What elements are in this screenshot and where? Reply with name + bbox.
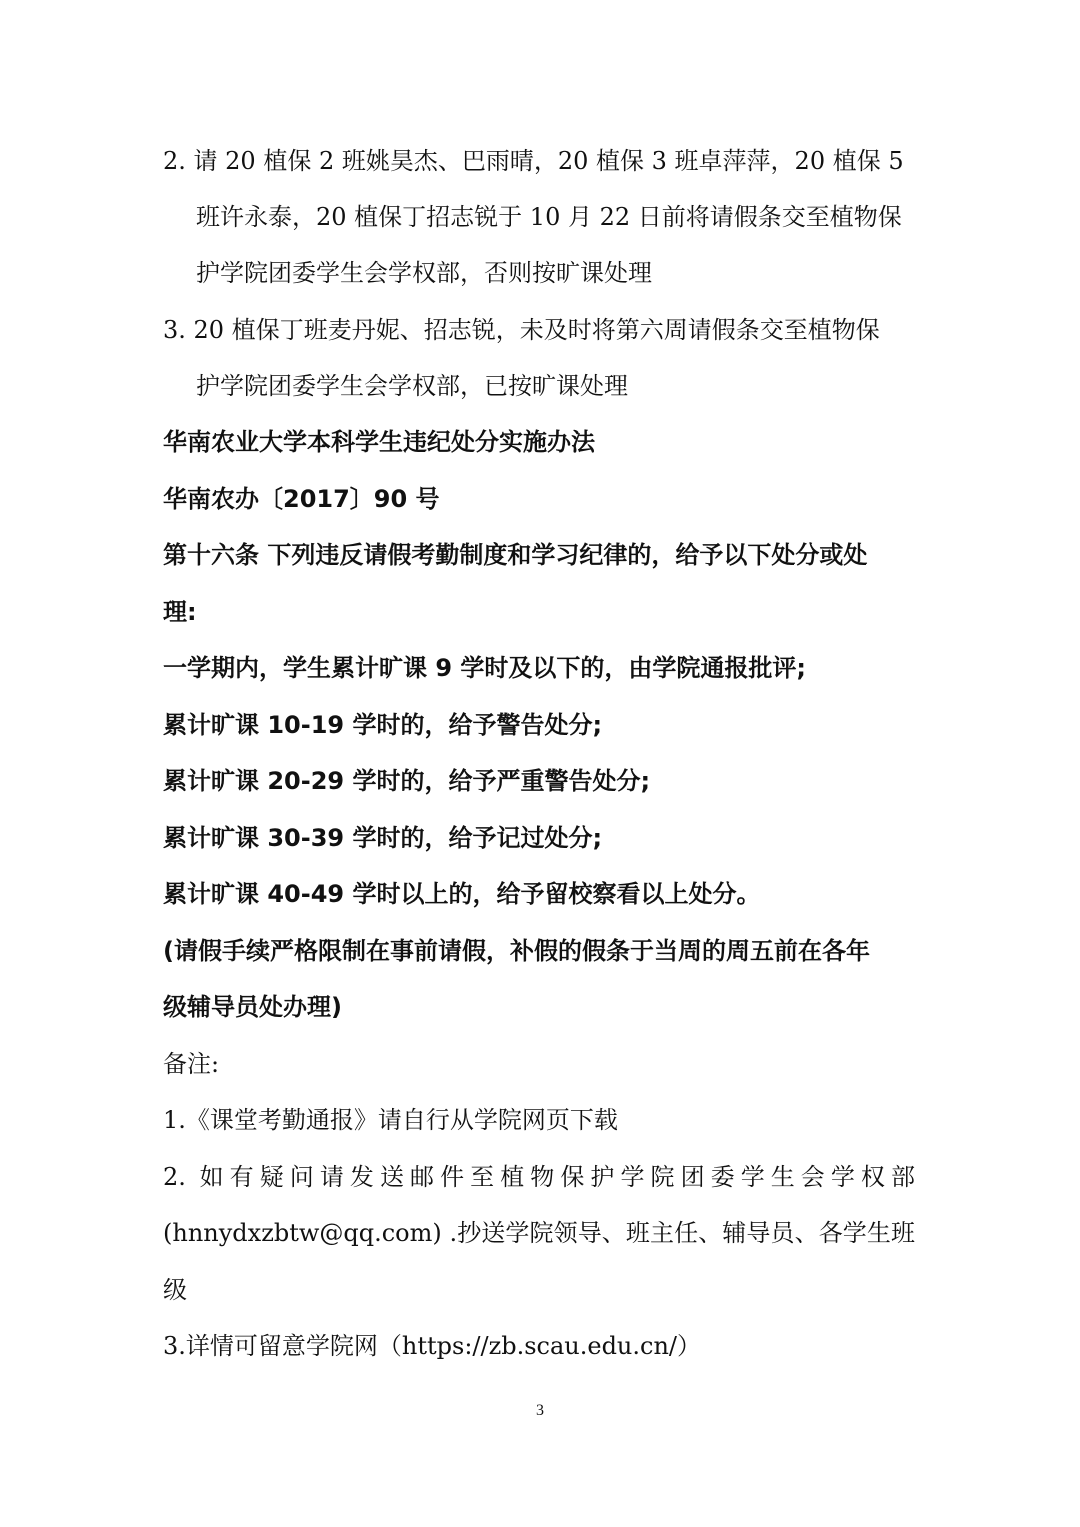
leave-note-line-1: (请假手续严格限制在事前请假，补假的假条于当周的周五前在各年 <box>163 937 870 965</box>
rule-1: 一学期内，学生累计旷课 9 学时及以下的，由学院通报批评; <box>163 654 807 682</box>
remark-item-1: 1.《课堂考勤通报》请自行从学院网页下载 <box>163 1106 618 1134</box>
regulation-doc-number: 华南农办〔2017〕90 号 <box>163 485 440 513</box>
notice-item-2-line-1: 2. 请 20 植保 2 班姚昊杰、巴雨晴，20 植保 3 班卓萍萍，20 植保 5 <box>163 147 904 175</box>
remark-item-3: 3.详情可留意学院网（https://zb.scau.edu.cn/） <box>163 1332 702 1360</box>
rule-2: 累计旷课 10-19 学时的，给予警告处分; <box>163 711 603 739</box>
article-16-line-1: 第十六条 下列违反请假考勤制度和学习纪律的，给予以下处分或处 <box>163 541 868 569</box>
notice-item-3-line-2: 护学院团委学生会学权部，已按旷课处理 <box>196 372 628 400</box>
notice-item-3-line-1: 3. 20 植保丁班麦丹妮、招志锐，未及时将第六周请假条交至植物保 <box>163 316 880 344</box>
regulation-title: 华南农业大学本科学生违纪处分实施办法 <box>163 428 595 456</box>
leave-note-line-2: 级辅导员处办理) <box>163 993 342 1021</box>
rule-5: 累计旷课 40-49 学时以上的，给予留校察看以上处分。 <box>163 880 761 908</box>
remarks-heading: 备注: <box>163 1050 220 1078</box>
remark-item-2-line-1: 2. 如有疑问请发送邮件至植物保护学院团委学生会学权部 <box>163 1163 915 1191</box>
remark-item-2-line-2: (hnnydxzbtw@qq.com) .抄送学院领导、班主任、辅导员、各学生班 <box>163 1219 915 1247</box>
article-16-line-2: 理: <box>163 598 197 626</box>
rule-4: 累计旷课 30-39 学时的，给予记过处分; <box>163 824 603 852</box>
notice-item-2-line-3: 护学院团委学生会学权部，否则按旷课处理 <box>196 259 652 287</box>
remark-item-2-line-3: 级 <box>163 1276 187 1304</box>
notice-item-2-line-2: 班许永泰，20 植保丁招志锐于 10 月 22 日前将请假条交至植物保 <box>196 203 902 231</box>
page-number: 3 <box>536 1402 544 1419</box>
rule-3: 累计旷课 20-29 学时的，给予严重警告处分; <box>163 767 651 795</box>
